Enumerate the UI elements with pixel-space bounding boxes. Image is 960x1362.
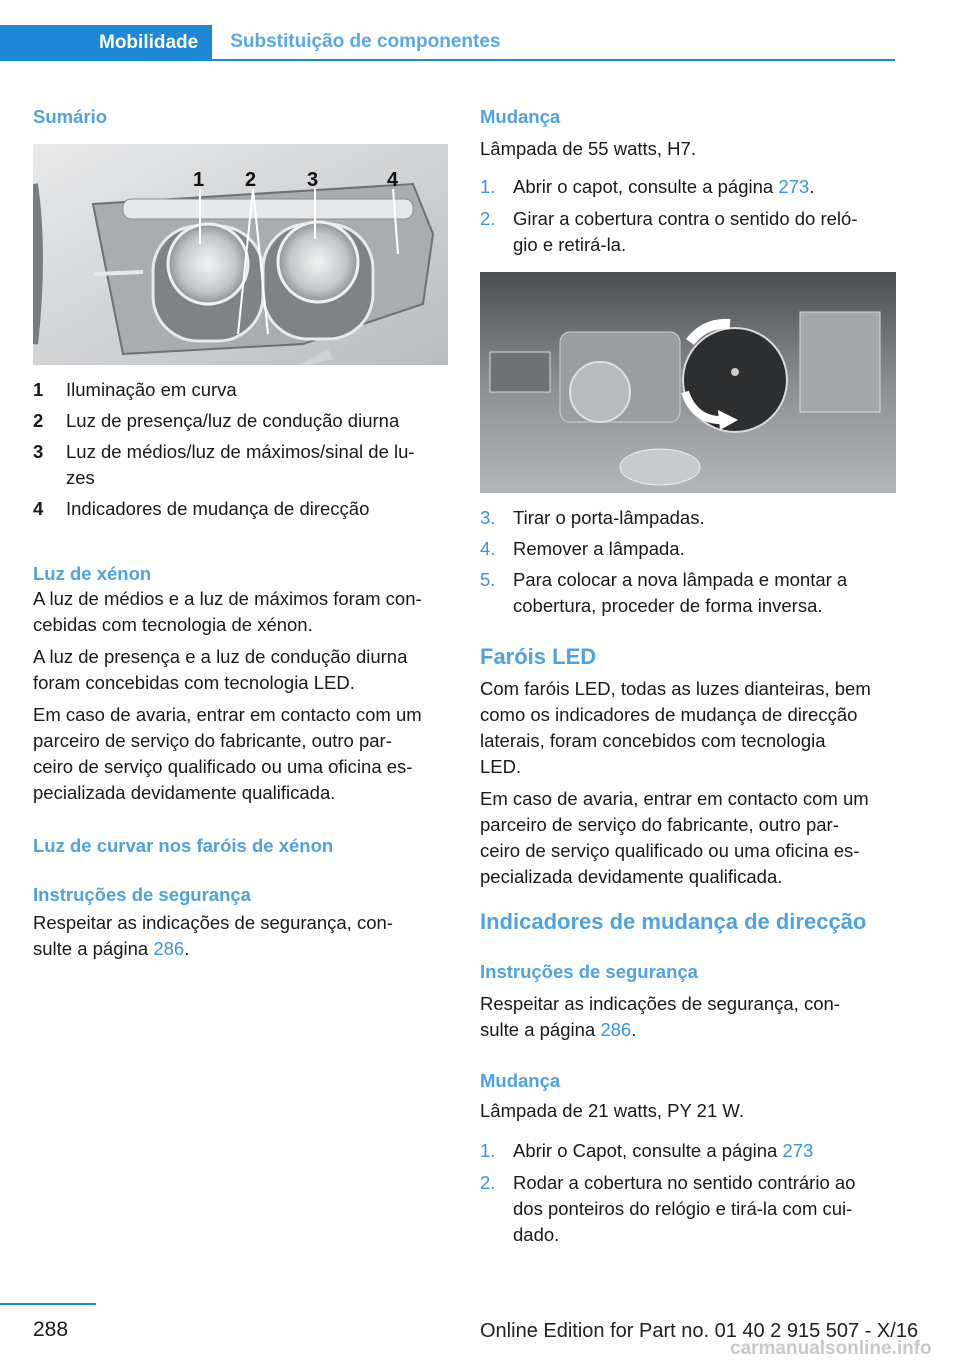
list-item: 4. Remover a lâmpada. (480, 538, 685, 559)
page-number: 288 (33, 1318, 69, 1341)
page-number-rule (0, 1303, 96, 1305)
page-link-273[interactable]: 273 (782, 1140, 814, 1161)
xenon-heading: Luz de xénon (33, 563, 152, 584)
list-item: 2. Rodar a cobertura no sentido contrário ao dos ponteiros do relógio e tirá-la com cui‐ dado. (480, 1172, 856, 1245)
section-tab[interactable]: Mobilidade (0, 25, 212, 61)
legend-item: 3 Luz de médios/luz de máximos/sinal de lu‐ (33, 441, 415, 462)
safety-text: Respeitar as indicações de segurança, con‐ sulte a página 286. (33, 912, 393, 959)
list-item: 1. Abrir o capot, consulte a página 273. (480, 176, 815, 197)
page-link-286[interactable]: 286 (153, 938, 185, 959)
change-text: Lâmpada de 55 watts, H7. (480, 138, 696, 159)
page-link-273[interactable]: 273 (778, 176, 810, 197)
legend-item: 1 Iluminação em curva (33, 379, 237, 400)
steps-list-a (480, 174, 900, 258)
indicators-safety-heading: Instruções de segurança (480, 961, 698, 982)
figure-label-1: 1 (193, 169, 205, 191)
led-text: Com faróis LED, todas as luzes dianteiras, bem como os indicadores de mudança de direcção laterais, foram concebidos com tecnologia LED. Em caso de avaria, entrar em contacto com um parceiro de serviço do fabricante, outro par‐ ceiro de serviço qualificado ou uma oficina es‐ pecializada devidamente qualificada. (480, 678, 871, 887)
figure-label-4: 4 (387, 169, 399, 191)
list-item: 5. Para colocar a nova lâmpada e montar a cobertura, proceder de forma inversa. (480, 569, 848, 616)
headlight-illustration (33, 144, 448, 365)
engine-bay-figure (480, 272, 896, 493)
figure-label-2: 2 (245, 169, 257, 191)
page-link-286[interactable]: 286 (600, 1019, 632, 1040)
list-item: 1. Abrir o Capot, consulte a página 273 (480, 1140, 814, 1161)
chapter-header (0, 25, 895, 61)
chapter-tab[interactable]: Substituição de componentes (212, 25, 895, 61)
legend-item: zes (66, 467, 95, 488)
edition-footer: Online Edition for Part no. 01 40 2 915 507 - X/16 (480, 1320, 919, 1342)
list-item: 2. Girar a cobertura contra o sentido do reló‐ gio e retirá-la. (480, 208, 858, 255)
change-heading: Mudança (480, 106, 561, 127)
headlight-figure (33, 144, 448, 365)
figure-label-3: 3 (307, 169, 319, 191)
curve-light-heading: Luz de curvar nos faróis de xénon (33, 835, 334, 856)
xenon-text: A luz de médios e a luz de máximos foram con‐ cebidas com tecnologia de xénon. A luz de presença e a luz de condução diurna foram concebidas com tecnologia LED. Em caso de avaria, entrar em contacto com um parceiro de serviço do fabricante, outro par‐ ceiro de serviço qualificado ou uma oficina es‐ pecializada devidamente qualificada. (33, 588, 422, 803)
watermark: carmanualsonline.info (730, 1338, 932, 1359)
engine-bay-illustration (480, 272, 896, 493)
list-item: 3. Tirar o porta-lâmpadas. (480, 507, 705, 528)
summary-heading: Sumário (33, 106, 108, 127)
legend-item: 2 Luz de presença/luz de condução diurna (33, 410, 400, 431)
steps-list-b (480, 505, 900, 619)
safety-heading: Instruções de segurança (33, 884, 251, 905)
led-heading: Faróis LED (480, 644, 597, 669)
indicators-change-text: Lâmpada de 21 watts, PY 21 W. (480, 1100, 744, 1121)
steps-list-c (480, 1138, 900, 1248)
indicators-change-heading: Mudança (480, 1070, 561, 1091)
indicators-safety-text: Respeitar as indicações de segurança, con‐ sulte a página 286. (480, 993, 840, 1040)
legend-item: 4 Indicadores de mudança de direcção (33, 498, 370, 519)
indicators-heading: Indicadores de mudança de direcção (480, 909, 867, 934)
legend-list (33, 377, 448, 522)
